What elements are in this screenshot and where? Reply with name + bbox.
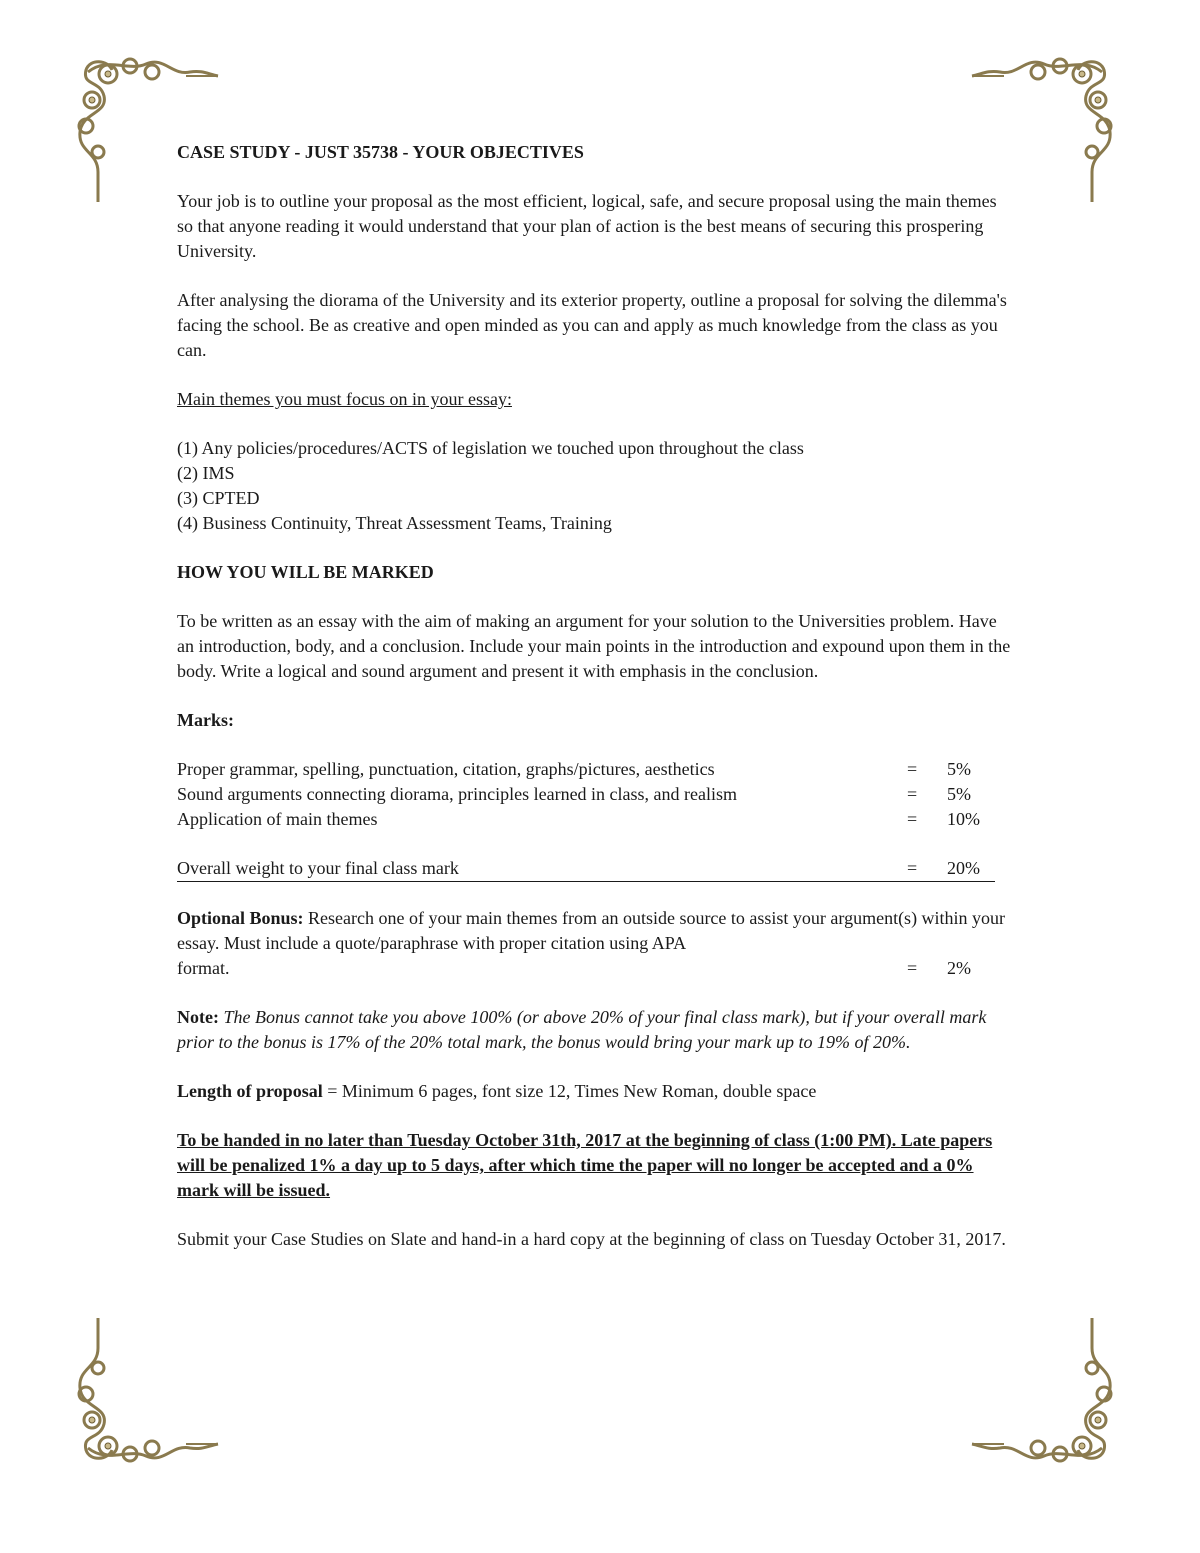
overall-weight-row bbox=[177, 856, 995, 882]
document-body bbox=[177, 140, 1017, 1276]
corner-ornament-bottom-right bbox=[962, 1308, 1122, 1468]
marked-paragraph: To be written as an essay with the aim of making an argument for your solution to the Universities problem. Have an introduction, body, and a conclusion. Include your main points in the introduction and expound upon them in the body. Write a logical and sound argument and present it with emphasis in the conclusion. bbox=[177, 611, 1011, 681]
note-label: Note: bbox=[177, 1007, 219, 1027]
bonus-label: Optional Bonus: bbox=[177, 908, 304, 928]
length-text: = Minimum 6 pages, font size 12, Times New Roman, double space bbox=[322, 1081, 817, 1101]
marks-row-label: Application of main themes bbox=[177, 809, 378, 829]
theme-item-1: (1) Any policies/procedures/ACTS of legislation we touched upon throughout the class bbox=[177, 438, 804, 458]
theme-item-2: (2) IMS bbox=[177, 463, 235, 483]
marks-row-equals: = bbox=[907, 809, 918, 829]
marks-row-equals: = bbox=[907, 784, 918, 804]
bonus-equals: = bbox=[907, 958, 918, 978]
marks-row bbox=[177, 807, 995, 832]
length-label: Length of proposal bbox=[177, 1081, 323, 1101]
marks-row-label: Sound arguments connecting diorama, principles learned in class, and realism bbox=[177, 784, 738, 804]
marks-row-percent: 10% bbox=[947, 809, 980, 829]
submit-paragraph: Submit your Case Studies on Slate and hand-in a hard copy at the beginning of class on Tuesday October 31, 2017. bbox=[177, 1229, 1006, 1249]
themes-heading: Main themes you must focus on in your essay: bbox=[177, 389, 512, 409]
deadline-paragraph: To be handed in no later than Tuesday October 31th, 2017 at the beginning of class (1:00 PM). Late papers will be penalized 1% a day up to 5 days, after which time the paper will no longer be accepted and a 0% mark will be issued. bbox=[177, 1130, 993, 1200]
bonus-paragraph bbox=[177, 906, 1017, 981]
bonus-percent: 2% bbox=[947, 958, 971, 978]
marks-row-percent: 5% bbox=[947, 759, 971, 779]
overall-weight-equals: = bbox=[907, 856, 947, 882]
marks-row-percent: 5% bbox=[947, 784, 971, 804]
themes-list bbox=[177, 436, 1017, 536]
marks-table bbox=[177, 757, 995, 832]
marks-row-label: Proper grammar, spelling, punctuation, citation, graphs/pictures, aesthetics bbox=[177, 759, 715, 779]
overall-weight-label: Overall weight to your final class mark bbox=[177, 856, 907, 882]
overall-weight-table bbox=[177, 856, 995, 882]
theme-item-3: (3) CPTED bbox=[177, 488, 260, 508]
marks-row-equals: = bbox=[907, 759, 918, 779]
bonus-last-word: format. bbox=[177, 958, 230, 978]
marks-row bbox=[177, 782, 995, 807]
intro-paragraph-1: Your job is to outline your proposal as the most efficient, logical, safe, and secure proposal using the main themes so that anyone reading it would understand that your plan of action is the best means of securing this prospering University. bbox=[177, 191, 997, 261]
intro-paragraph-2: After analysing the diorama of the University and its exterior property, outline a proposal for solving the dilemma's facing the school. Be as creative and open minded as you can and apply as much knowledge from the class as you can. bbox=[177, 290, 1007, 360]
marks-label: Marks: bbox=[177, 710, 234, 730]
length-paragraph bbox=[177, 1079, 1017, 1104]
theme-item-4: (4) Business Continuity, Threat Assessment Teams, Training bbox=[177, 513, 612, 533]
note-text: The Bonus cannot take you above 100% (or above 20% of your final class mark), but if your overall mark prior to the bonus is 17% of the 20% total mark, the bonus would bring your mark up to 19% of 20%. bbox=[177, 1007, 987, 1052]
corner-ornament-bottom-left bbox=[68, 1308, 228, 1468]
marks-row bbox=[177, 757, 995, 782]
bonus-value-row bbox=[177, 956, 995, 981]
bonus-text: Research one of your main themes from an outside source to assist your argument(s) within your essay. Must include a quote/paraphrase with proper citation using APA bbox=[177, 908, 1006, 953]
overall-weight-percent: 20% bbox=[947, 856, 995, 882]
marked-heading: HOW YOU WILL BE MARKED bbox=[177, 562, 434, 582]
note-paragraph bbox=[177, 1005, 1017, 1055]
page-title: CASE STUDY - JUST 35738 - YOUR OBJECTIVES bbox=[177, 142, 584, 162]
